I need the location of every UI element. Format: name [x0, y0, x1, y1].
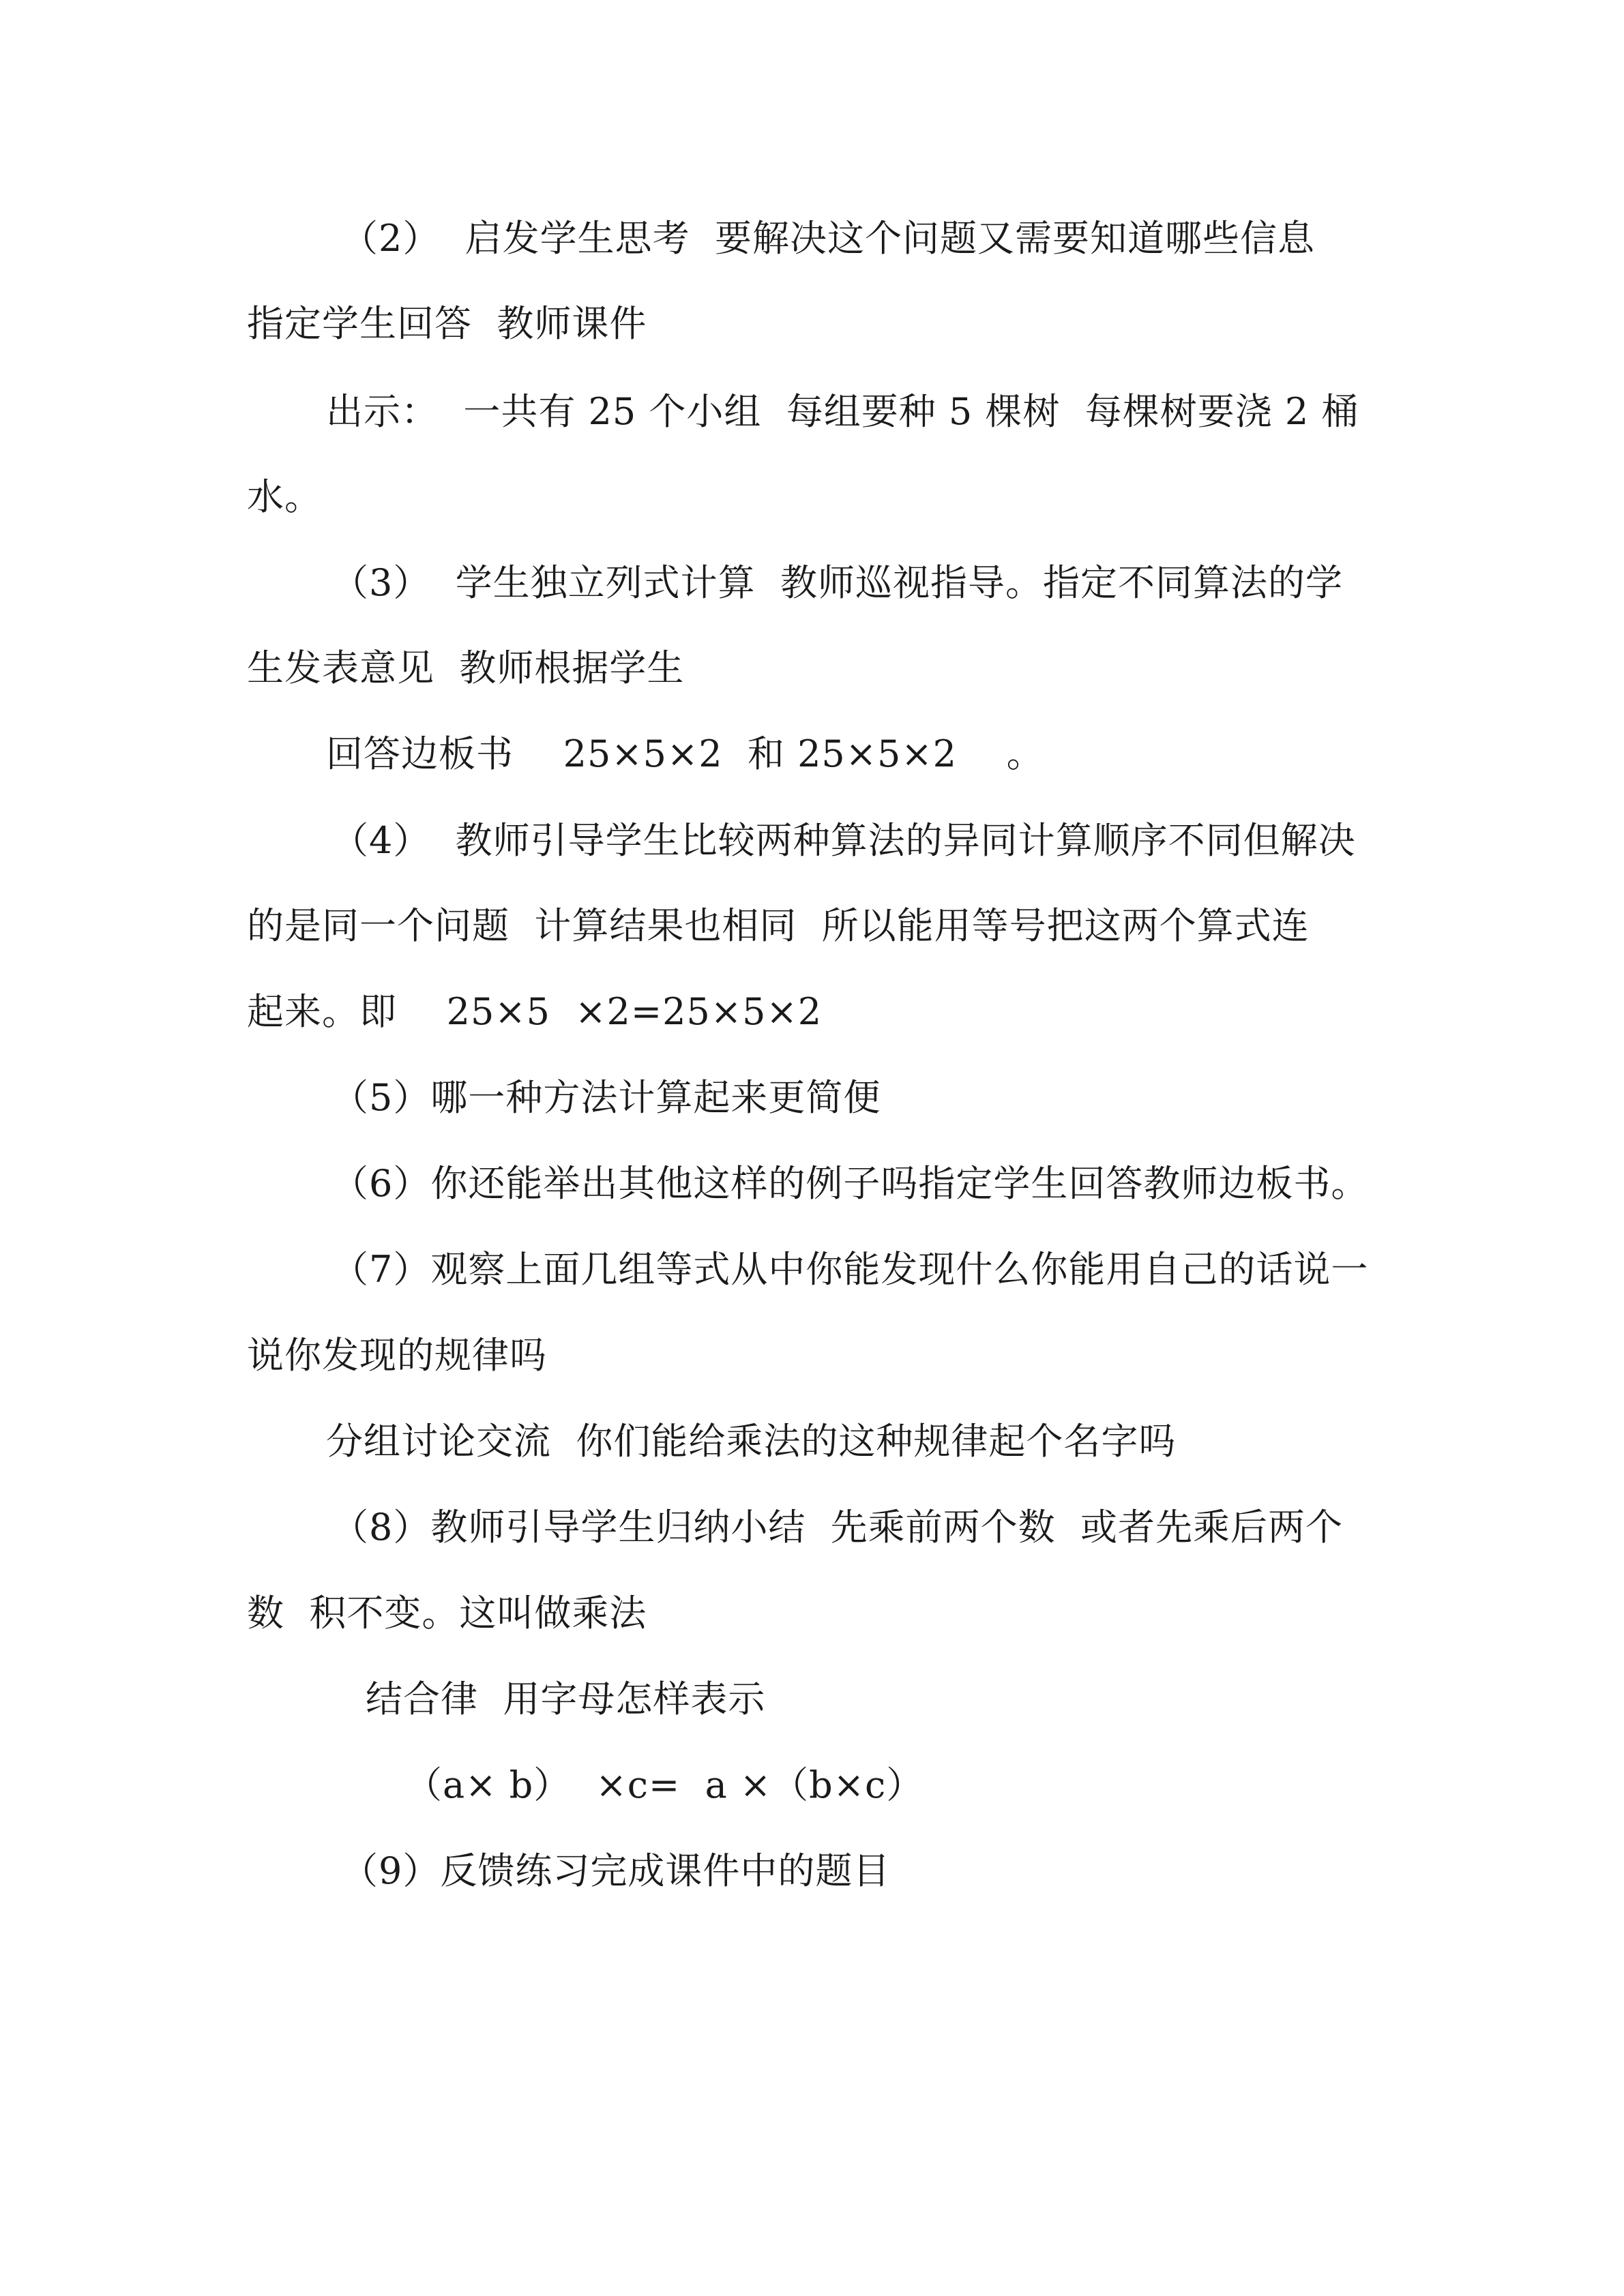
formula-line: （a× b） ×c= a ×（b×c）: [405, 1763, 924, 1806]
paragraph-line-17: 数 积不变。这叫做乘法: [247, 1592, 647, 1635]
paragraph-line-10: 起来。即 25×5 ×2=25×5×2: [247, 990, 823, 1033]
paragraph-line-20: （9）反馈练习完成课件中的题目: [341, 1849, 891, 1892]
paragraph-line-5: （3） 学生独立列式计算 教师巡视指导。指定不同算法的学: [331, 561, 1344, 604]
paragraph-line-8: （4） 教师引导学生比较两种算法的异同计算顺序不同但解决: [331, 819, 1356, 862]
paragraph-line-6: 生发表意见 教师根据学生: [247, 646, 685, 689]
paragraph-line-7: 回答边板书 25×5×2 和 25×5×2 。: [326, 732, 1044, 775]
paragraph-line-12: （6）你还能举出其他这样的例子吗指定学生回答教师边板书。: [331, 1162, 1369, 1205]
paragraph-line-11: （5）哪一种方法计算起来更简便: [331, 1076, 881, 1119]
paragraph-line-1: （2） 启发学生思考 要解决这个问题又需要知道哪些信息: [341, 217, 1316, 260]
paragraph-line-3: 出示： 一共有 25 个小组 每组要种 5 棵树 每棵树要浇 2 桶: [326, 390, 1359, 433]
paragraph-line-9: 的是同一个问题 计算结果也相同 所以能用等号把这两个算式连: [247, 904, 1310, 947]
paragraph-line-13: （7）观察上面几组等式从中你能发现什么你能用自己的话说一: [331, 1248, 1369, 1291]
paragraph-line-15: 分组讨论交流 你们能给乘法的这种规律起个名字吗: [326, 1420, 1177, 1463]
paragraph-line-16: （8）教师引导学生归纳小结 先乘前两个数 或者先乘后两个: [331, 1506, 1344, 1549]
paragraph-line-2: 指定学生回答 教师课件: [247, 302, 647, 345]
paragraph-line-4: 水。: [247, 475, 322, 518]
paragraph-line-18: 结合律 用字母怎样表示: [366, 1678, 766, 1720]
paragraph-line-14: 说你发现的规律吗: [247, 1334, 547, 1377]
